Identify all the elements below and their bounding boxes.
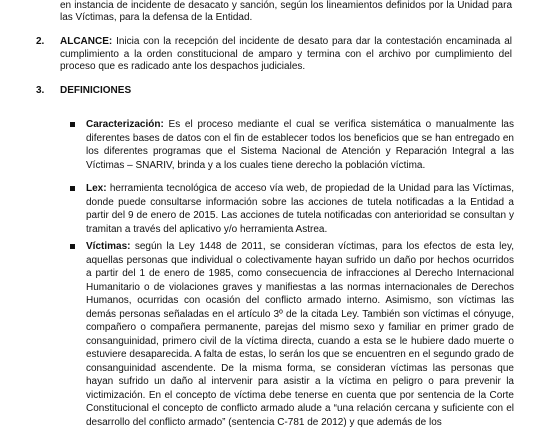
definition-body: herramienta tecnológica de acceso vía web, de propiedad de la Unidad para las Víctimas, donde puede consultarse información sobre las acciones de tutela notificadas a la Entidad a partir del 9 de enero de 2015. Las acciones de tutela notificadas con anterioridad se consultan y tramitan a través del aplicativo y/o herramienta Astrea.: [86, 183, 514, 235]
section-title: DEFINICIONES: [60, 85, 132, 96]
definition-item: [86, 118, 514, 172]
definition-term: Caracterización:: [86, 119, 164, 130]
definition-item: [86, 182, 514, 236]
bullet-icon: [70, 186, 75, 191]
section-number: 2.: [36, 36, 45, 47]
intro-paragraph-tail: en instancia de incidente de desacato y sanción, según los lineamientos definidos por la Unidad para las Víctimas, para la defensa de la Entidad.: [60, 0, 512, 23]
definition-body: Es el proceso mediante el cual se verifica sistemática o manualmente las diferentes bases de datos con el fin de establecer todos los beneficios que se han entregado en los diferentes programas que el Sistema Nacional de Atención y Reparación Integral a las Víctimas – SNARIV, brinda y a los cuales tiene derecho la población víctima.: [86, 119, 514, 171]
definition-term: Víctimas:: [86, 241, 131, 252]
definition-text: [86, 240, 514, 429]
bullet-icon: [70, 244, 75, 249]
section-alcance-body: [60, 36, 512, 74]
section-title: ALCANCE:: [60, 36, 113, 47]
definition-text: [86, 182, 514, 236]
definition-term: Lex:: [86, 183, 107, 194]
definition-body: según la Ley 1448 de 2011, se consideran víctimas, para los efectos de esta ley, aquellas personas que individual o colectivamente hayan sufrido un daño por hechos ocurridos a partir del 1 de enero de 1985, como consecuencia de infracciones al Derecho Internacional Humanitario o de violaciones graves y manifiestas a las normas internacionales de Derechos Humanos, ocurridas con ocasión del conflicto armado interno. Asimismo, son víctimas las demás personas señaladas en el artículo 3º de la citada Ley. También son víctimas el cónyuge, compañero o compañera permanente, parejas del mismo sexo y familiar en primer grado de consanguinidad, primero civil de la víctima directa, cuando a esta se le hubiere dado muerte o estuviere desaparecida. A falta de estas, lo serán los que se encuentren en el segundo grado de consanguinidad ascendente. De la misma forma, se consideran víctimas las personas que hayan sufrido un daño al intervenir para asistir a la víctima en peligro o para prevenir la victimización. En el concepto de víctima debe tenerse en cuenta que por sentencia de la Corte Constitucional el concepto de conflicto armado alude a “una relación cercana y suficiente con el desarrollo del conflicto armado” (sentencia C-781 de 2012) y que además de los: [86, 241, 514, 428]
definition-item: [86, 240, 514, 429]
section-alcance-text: Inicia con la recepción del incidente de desato para dar la contestación encaminada al cumplimiento a la orden constitucional de amparo y termina con el archivo por cumplimiento del proceso que es radicado ante los despachos judiciales.: [60, 36, 512, 72]
section-number: 3.: [36, 85, 45, 96]
bullet-icon: [70, 122, 75, 127]
definition-text: [86, 118, 514, 172]
